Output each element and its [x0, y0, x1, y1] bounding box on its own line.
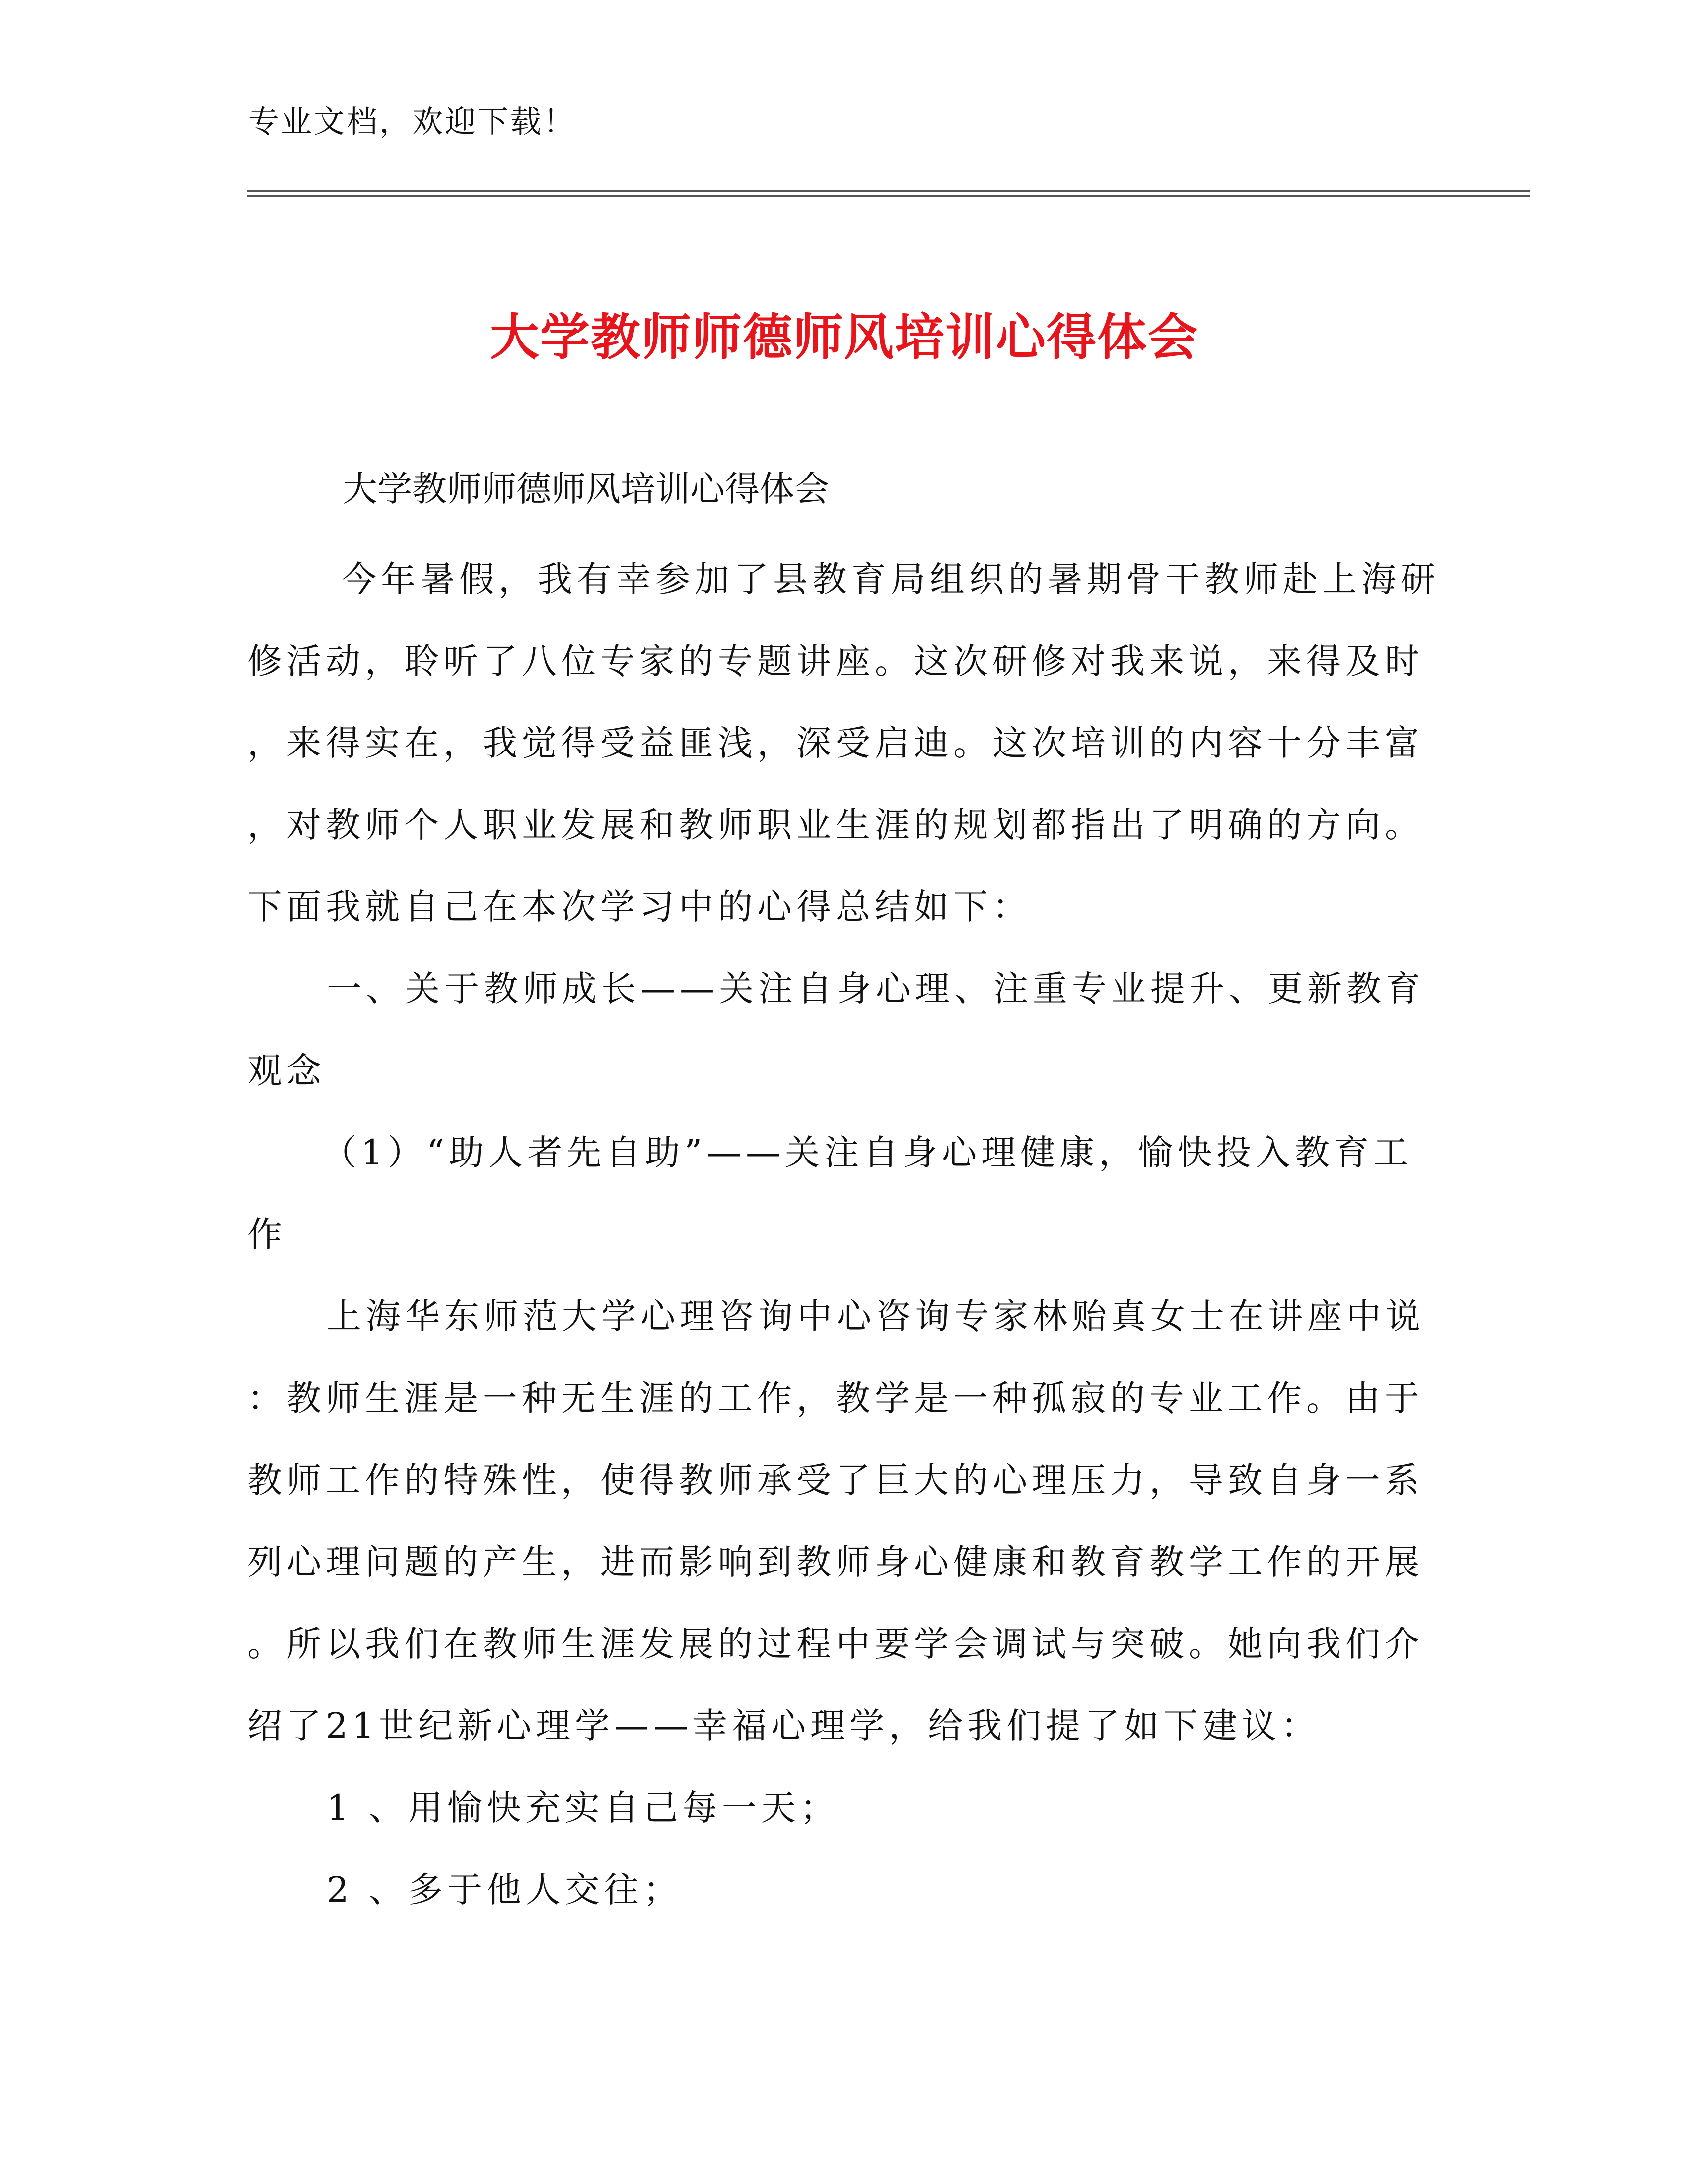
paragraph-line: 上海华东师范大学心理咨询中心咨询专家林贻真女士在讲座中说 [327, 1296, 1425, 1337]
document-title: 大学教师师德师风培训心得体会 [490, 308, 1198, 366]
subsection-heading-line: 作 [247, 1214, 286, 1255]
paragraph-line: 绍了21世纪新心理学——幸福心理学，给我们提了如下建议： [247, 1706, 1321, 1746]
list-item: 2 、多于他人交往； [327, 1869, 683, 1910]
paragraph-line: 修活动，聆听了八位专家的专题讲座。这次研修对我来说，来得及时 [247, 641, 1424, 682]
list-item: 1 、用愉快充实自己每一天； [327, 1787, 840, 1828]
page-header-text: 专业文档，欢迎下载！ [248, 103, 576, 139]
paragraph-line: 下面我就自己在本次学习中的心得总结如下： [247, 887, 1032, 927]
paragraph-line: 教师工作的特殊性，使得教师承受了巨大的心理压力，导致自身一系 [247, 1460, 1424, 1501]
paragraph-line: ，对教师个人职业发展和教师职业生涯的规划都指出了明确的方向。 [247, 805, 1424, 845]
paragraph-line: 。所以我们在教师生涯发展的过程中要学会调试与突破。她向我们介 [247, 1624, 1424, 1664]
document-subtitle: 大学教师师德师风培训心得体会 [343, 469, 829, 509]
section-heading-line: 一、关于教师成长——关注自身心理、注重专业提升、更新教育 [327, 968, 1425, 1009]
paragraph-line: ：教师生涯是一种无生涯的工作，教学是一种孤寂的专业工作。由于 [247, 1378, 1424, 1419]
paragraph-line: 今年暑假，我有幸参加了县教育局组织的暑期骨干教师赴上海研 [342, 559, 1440, 600]
paragraph-line: ，来得实在，我觉得受益匪浅，深受启迪。这次培训的内容十分丰富 [247, 723, 1424, 763]
paragraph-line: 列心理问题的产生，进而影响到教师身心健康和教育教学工作的开展 [247, 1542, 1424, 1582]
section-heading-line: 观念 [247, 1050, 326, 1091]
subsection-heading-line: （1）“助人者先自助”——关注自身心理健康，愉快投入教育工 [322, 1132, 1413, 1173]
document-body [247, 539, 1439, 1931]
header-double-rule [247, 190, 1530, 197]
